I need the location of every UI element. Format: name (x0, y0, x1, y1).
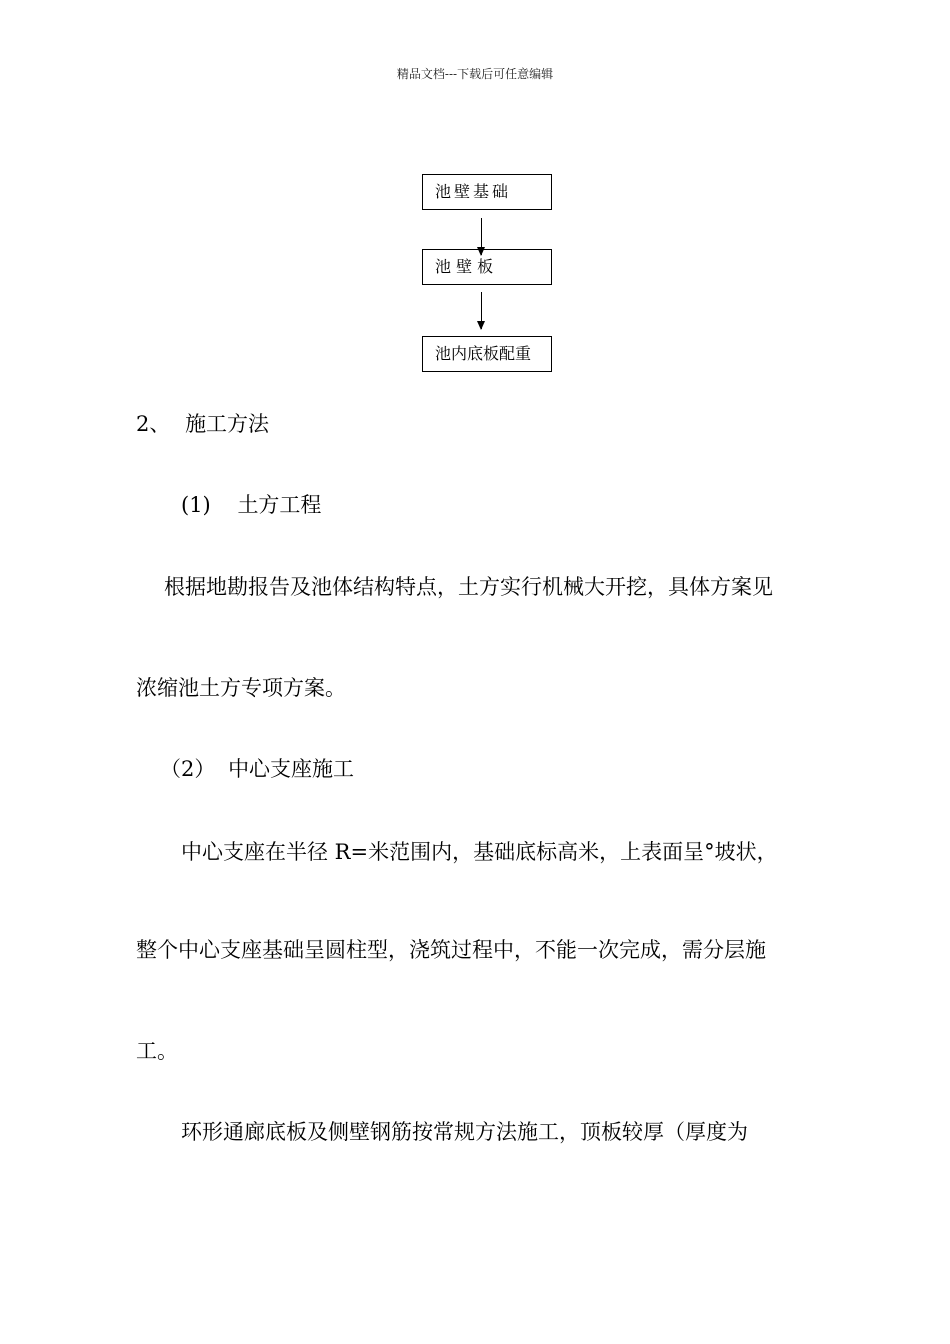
subsection-title: 土方工程 (237, 493, 322, 517)
section-title: 施工方法 (185, 412, 270, 436)
flow-arrow-2 (481, 292, 482, 329)
flow-step-bottom-ballast: 池内底板配重 (422, 336, 552, 372)
page-header: 精品文档---下载后可任意编辑 (396, 67, 554, 81)
paragraph-line: 环形通廊底板及侧壁钢筋按常规方法施工，顶板较厚（厚度为 (181, 1120, 748, 1144)
flow-step-wall-panel: 池 壁 板 (422, 249, 552, 285)
paragraph-line: 中心支座在半径 R=米范围内，基础底标高米，上表面呈°坡状， (181, 840, 778, 864)
paragraph-line: 浓缩池土方专项方案。 (136, 676, 346, 700)
arrow-head-icon (477, 321, 485, 330)
paragraph-line: 工。 (136, 1039, 178, 1063)
section-number: 2、 (136, 412, 171, 436)
subsection-number: （2） (160, 757, 216, 781)
section-heading (136, 410, 269, 438)
paragraph-line: 整个中心支座基础呈圆柱型，浇筑过程中，不能一次完成，需分层施 (136, 938, 766, 962)
flow-step-wall-foundation: 池壁基础 (422, 174, 552, 210)
subsection-heading-earthwork (181, 491, 321, 519)
subsection-heading-center-support (160, 755, 354, 783)
subsection-title: 中心支座施工 (228, 757, 355, 781)
subsection-number: (1) (181, 493, 211, 517)
paragraph-line: 根据地勘报告及池体结构特点，土方实行机械大开挖，具体方案见 (164, 575, 773, 599)
